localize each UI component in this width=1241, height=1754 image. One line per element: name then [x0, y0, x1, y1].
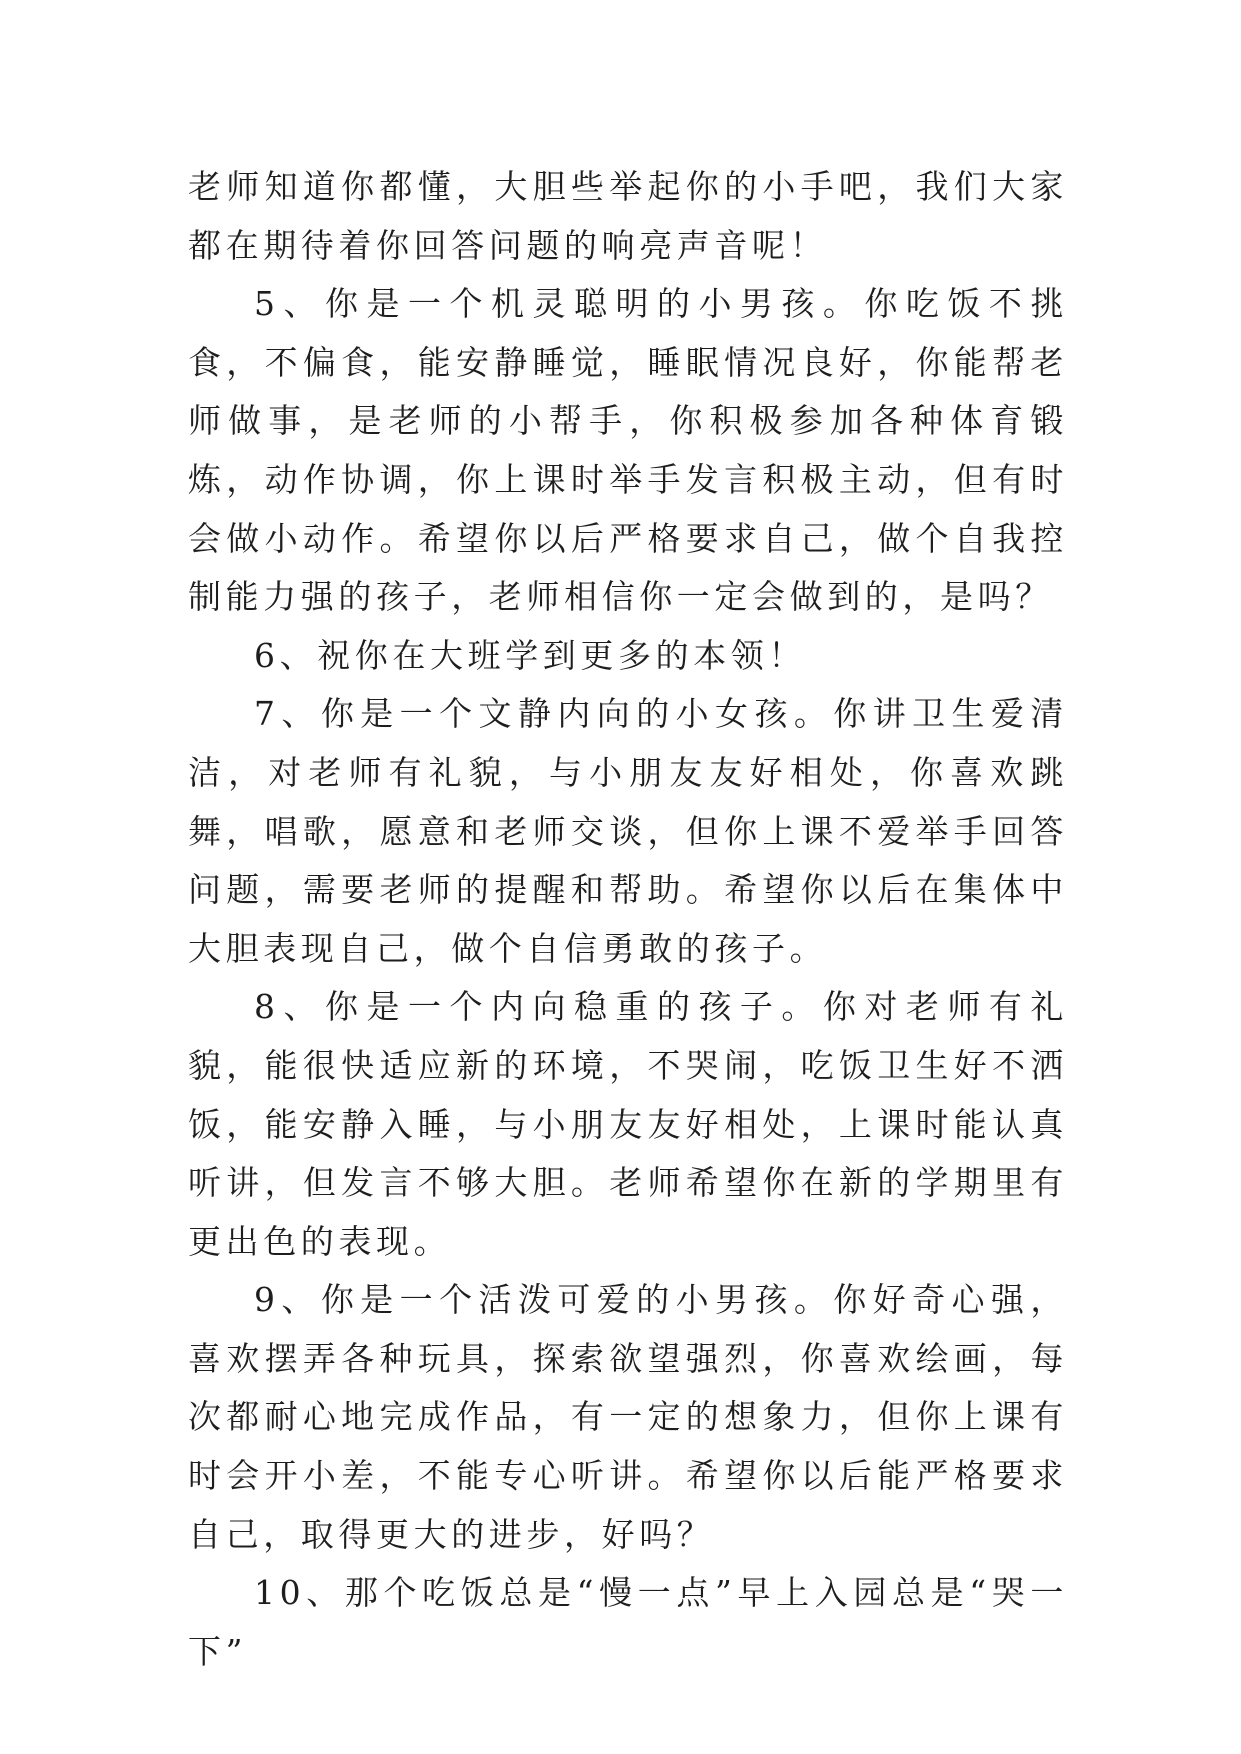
paragraph-7: 10、那个吃饭总是“慢一点”早上入园总是“哭一下” [188, 1573, 1068, 1671]
paragraph-5: 8、你是一个内向稳重的孩子。你对老师有礼貌，能很快适应新的环境，不哭闹，吃饭卫生好不洒饭，能安静入睡，与小朋友友好相处，上课时能认真听讲，但发言不够大胆。老师希望你在新的学期里有更出色的表现。 [188, 987, 1068, 1261]
paragraph-3: 6、祝你在大班学到更多的本领！ [254, 635, 806, 675]
paragraph-4: 7、你是一个文静内向的小女孩。你讲卫生爱清洁，对老师有礼貌，与小朋友友好相处，你喜欢跳舞，唱歌，愿意和老师交谈，但你上课不爱举手回答问题，需要老师的提醒和帮助。希望你以后在集体中大胆表现自己，做个自信勇敢的孩子。 [188, 694, 1068, 968]
paragraph-2: 5、你是一个机灵聪明的小男孩。你吃饭不挑食，不偏食，能安静睡觉，睡眠情况良好，你能帮老师做事，是老师的小帮手，你积极参加各种体育锻炼，动作协调，你上课时举手发言积极主动，但有时会做小动作。希望你以后严格要求自己，做个自我控制能力强的孩子，老师相信你一定会做到的，是吗？ [188, 284, 1068, 617]
paragraph-6: 9、你是一个活泼可爱的小男孩。你好奇心强，喜欢摆弄各种玩具，探索欲望强烈，你喜欢绘画，每次都耐心地完成作品，有一定的想象力，但你上课有时会开小差，不能专心听讲。希望你以后能严格要求自己，取得更大的进步，好吗？ [188, 1280, 1068, 1554]
paragraph-1: 老师知道你都懂，大胆些举起你的小手吧，我们大家都在期待着你回答问题的响亮声音呢！ [188, 167, 1068, 265]
document-body [188, 158, 1068, 1681]
